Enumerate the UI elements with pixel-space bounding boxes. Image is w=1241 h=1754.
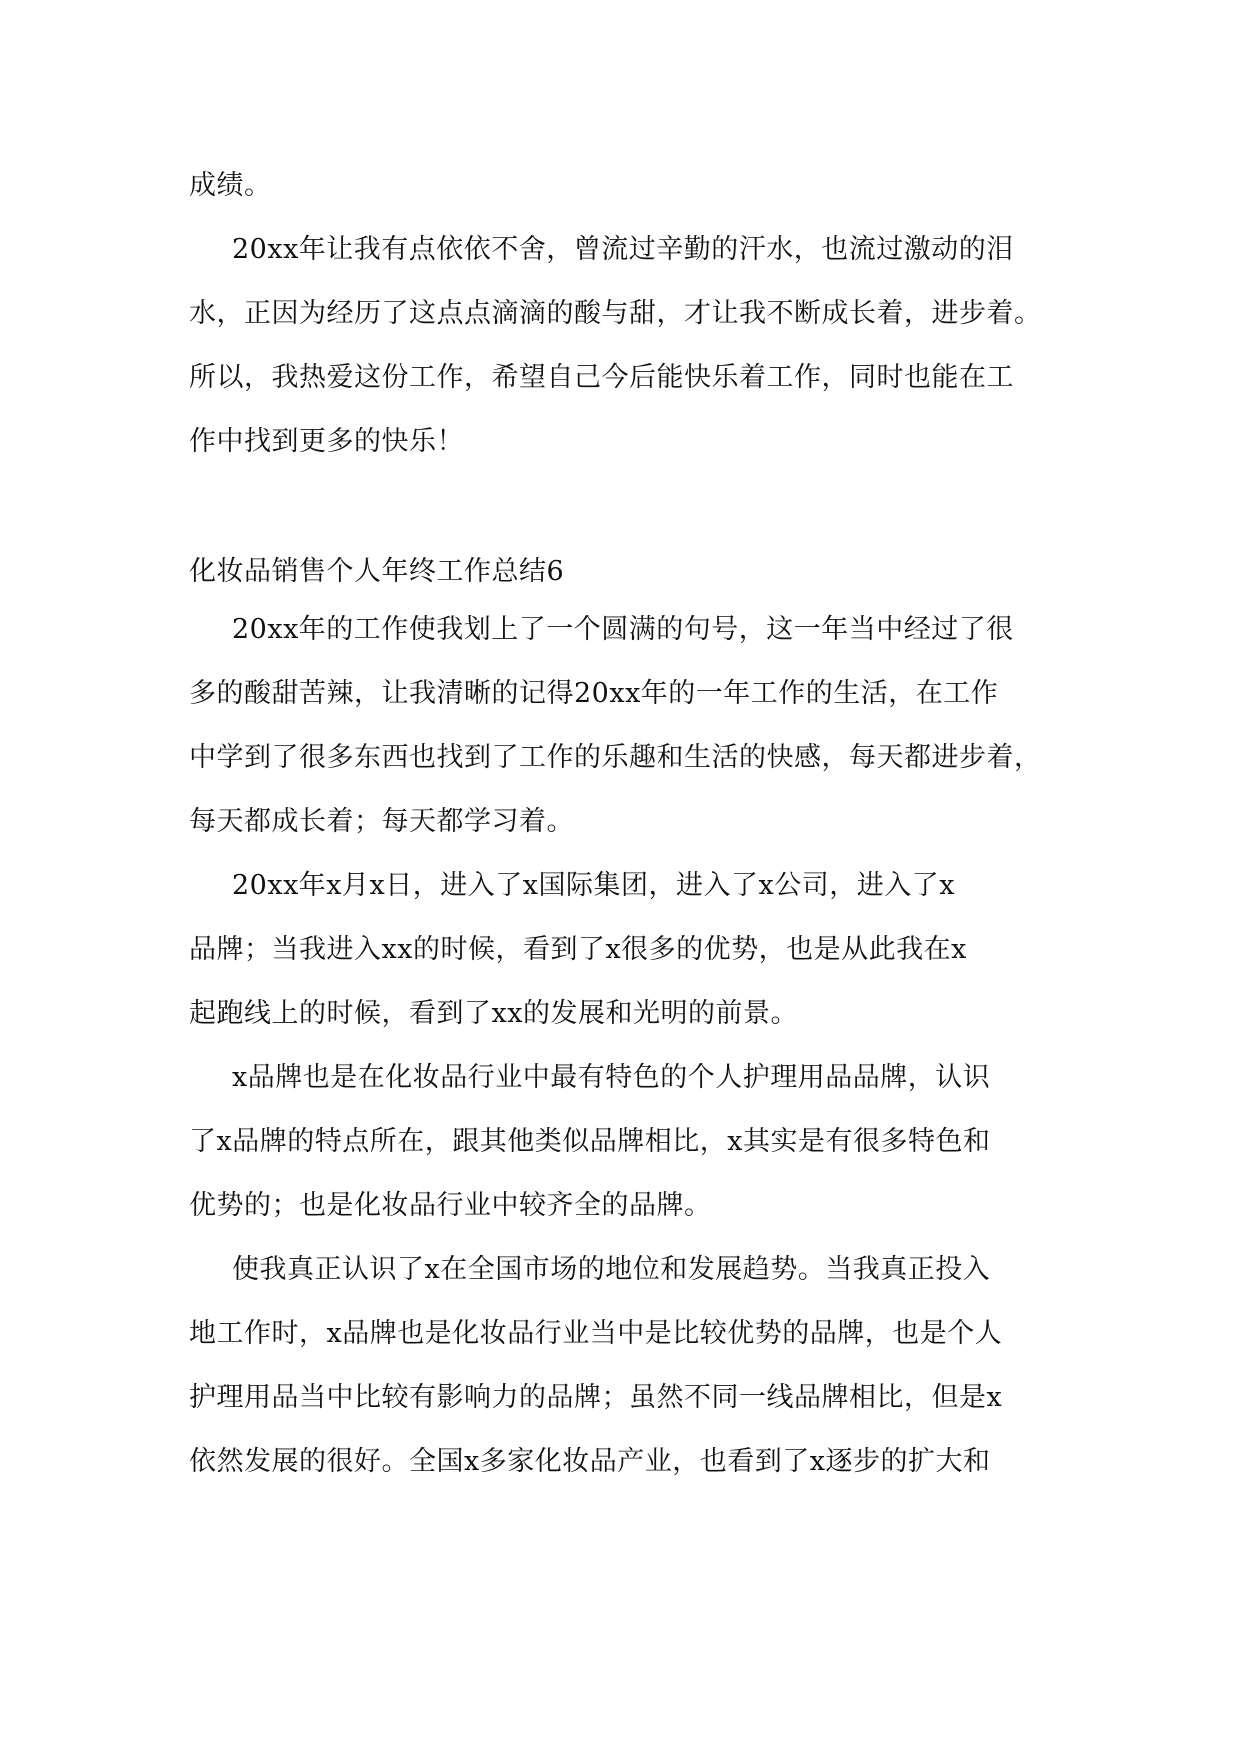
paragraph-line: 20xx年让我有点依依不舍，曾流过辛勤的汗水，也流过激动的泪 — [232, 234, 1014, 265]
paragraph-line: 优势的；也是化妆品行业中较齐全的品牌。 — [189, 1190, 712, 1221]
paragraph-line: 地工作时，x品牌也是化妆品行业当中是比较优势的品牌，也是个人 — [189, 1318, 1003, 1349]
paragraph-line: 水，正因为经历了这点点滴滴的酸与甜，才让我不断成长着，进步着。 — [189, 298, 1042, 329]
paragraph-line: 护理用品当中比较有影响力的品牌；虽然不同一线品牌相比，但是x — [189, 1382, 1003, 1413]
paragraph-line: 成绩。 — [189, 170, 272, 201]
paragraph-line: 中学到了很多东西也找到了工作的乐趣和生活的快感，每天都进步着， — [189, 742, 1042, 773]
paragraph-line: 每天都成长着；每天都学习着。 — [189, 806, 574, 837]
paragraph-line: 品牌；当我进入xx的时候，看到了x很多的优势，也是从此我在x — [189, 934, 967, 965]
paragraph-line: 使我真正认识了x在全国市场的地位和发展趋势。当我真正投入 — [232, 1254, 991, 1285]
section-title: 化妆品销售个人年终工作总结6 — [189, 556, 565, 587]
paragraph-line: 依然发展的很好。全国x多家化妆品产业，也看到了x逐步的扩大和 — [189, 1446, 991, 1477]
paragraph-line: x品牌也是在化妆品行业中最有特色的个人护理用品品牌，认识 — [232, 1062, 991, 1093]
paragraph-line: 所以，我热爱这份工作，希望自己今后能快乐着工作，同时也能在工 — [189, 362, 1014, 393]
paragraph-line: 作中找到更多的快乐！ — [189, 426, 464, 457]
previous-section-text — [189, 154, 1069, 474]
paragraph-line: 起跑线上的时候，看到了xx的发展和光明的前景。 — [189, 998, 798, 1029]
section-body-text — [189, 598, 1069, 1494]
paragraph-line: 20xx年的工作使我划上了一个圆满的句号，这一年当中经过了很 — [232, 614, 1014, 645]
paragraph-line: 多的酸甜苦辣，让我清晰的记得20xx年的一年工作的生活，在工作 — [189, 678, 999, 709]
paragraph-line: 了x品牌的特点所在，跟其他类似品牌相比，x其实是有很多特色和 — [189, 1126, 991, 1157]
paragraph-line: 20xx年x月x日，进入了x国际集团，进入了x公司，进入了x — [232, 870, 955, 901]
section-title-block — [189, 540, 1069, 604]
